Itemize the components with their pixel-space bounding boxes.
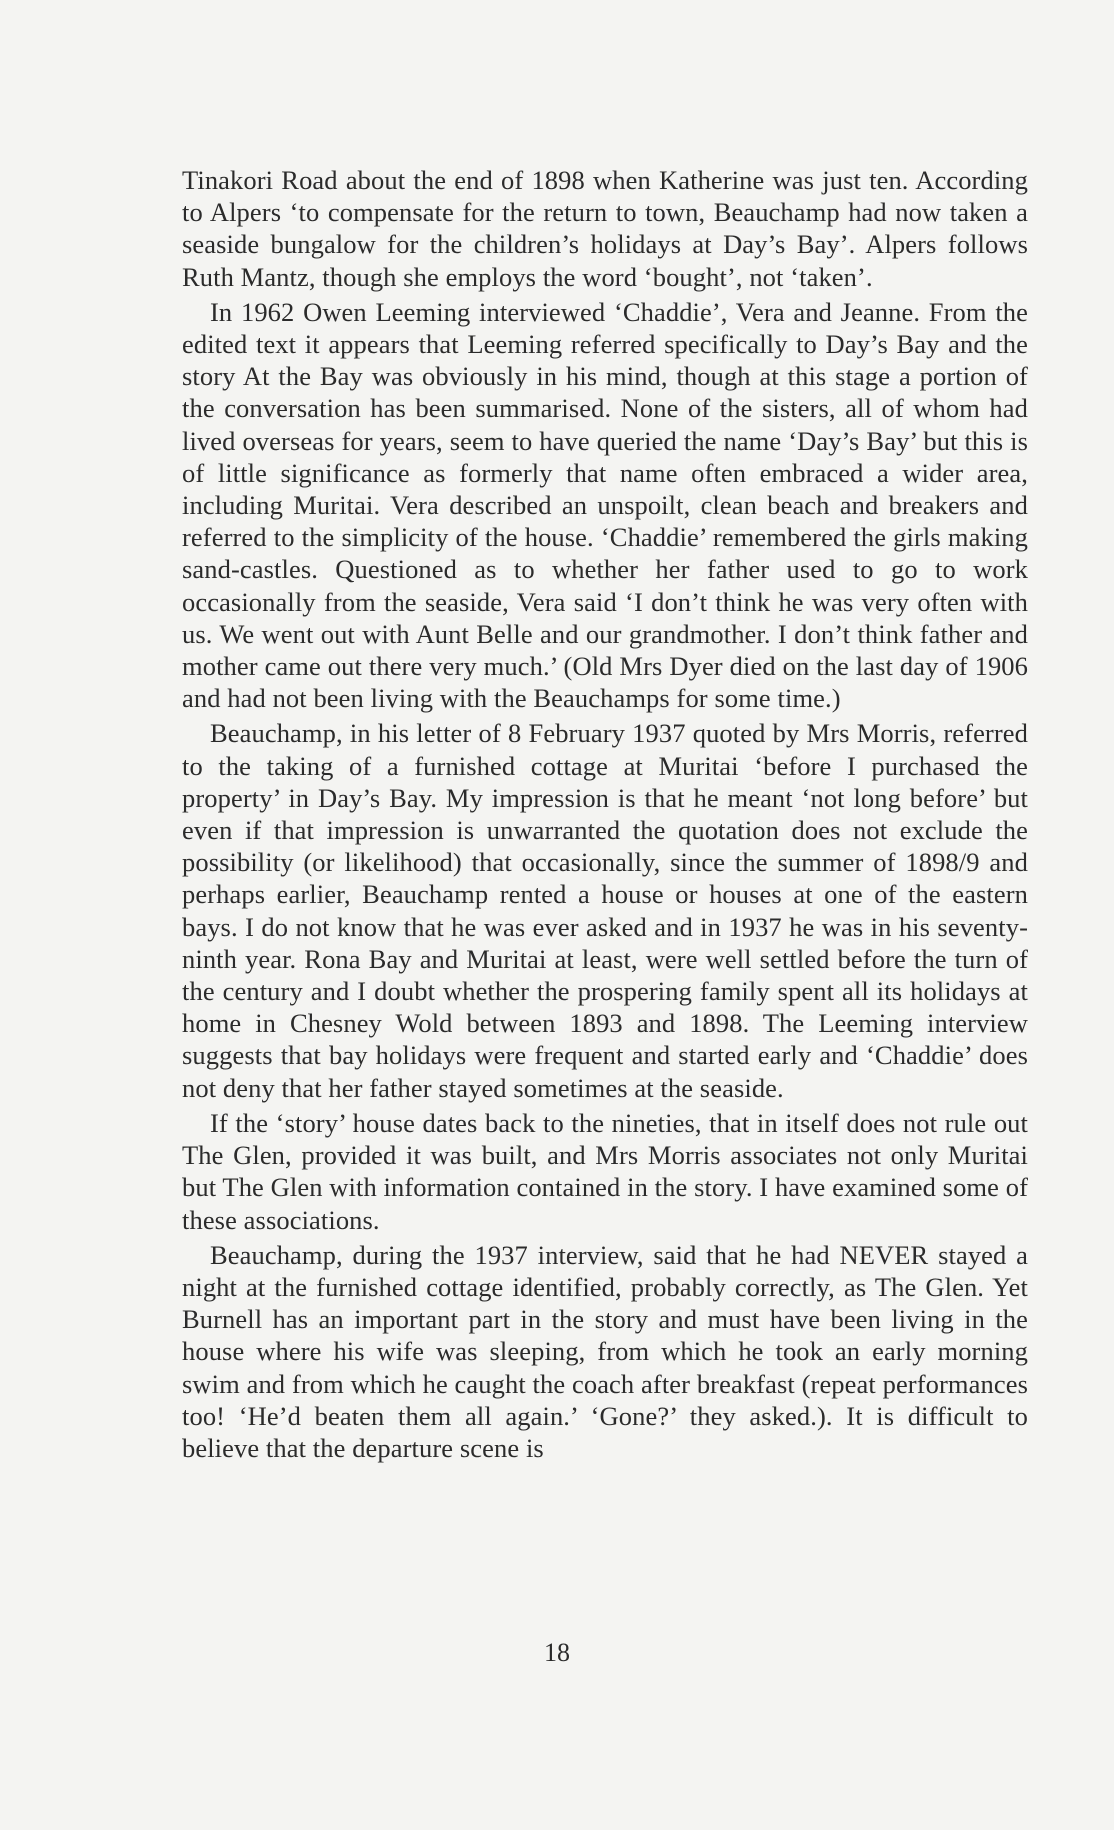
page-number: 18 xyxy=(544,1638,570,1667)
paragraph: Beauchamp, during the 1937 interview, said that he had NEVER stayed a night at the furnished cottage identified, probably correctly, as The Glen. Yet Burnell has an important part in the story and must have been living in the house where his wife was sleeping, from which he took an early morning swim and from which he caught the coach after breakfast (repeat performances too! ‘He’d beaten them all again.’ ‘Gone?’ they asked.). It is difficult to believe that the departure scene is xyxy=(182,1239,1028,1463)
paragraph: Tinakori Road about the end of 1898 when Katherine was just ten. According to Alpers ‘to compensate for the return to town, Beauchamp had now taken a seaside bungalow for the children’s holidays at Day’s Bay’. Alpers follows Ruth Mantz, though she employs the word ‘bought’, not ‘taken’. xyxy=(182,165,1028,292)
body-text xyxy=(182,164,1028,1464)
paragraph: If the ‘story’ house dates back to the nineties, that in itself does not rule out The Glen, provided it was built, and Mrs Morris associates not only Muritai but The Glen with information contained in the story. I have examined some of these associations. xyxy=(182,1107,1028,1235)
paragraph: In 1962 Owen Leeming interviewed ‘Chaddie’, Vera and Jeanne. From the edited text it appears that Leeming referred specifically to Day’s Bay and the story At the Bay was obviously in his mind, though at this stage a portion of the conversation has been summarised. None of the sisters, all of whom had lived overseas for years, seem to have queried the name ‘Day’s Bay’ but this is of little significance as formerly that name often embraced a wider area, including Muritai. Vera described an unspoilt, clean beach and breakers and referred to the simplicity of the house. ‘Chaddie’ remembered the girls making sand-castles. Questioned as to whether her father used to go to work occasionally from the seaside, Vera said ‘I don’t think he was very often with us. We went out with Aunt Belle and our grandmother. I don’t think father and mother came out there very much.’ (Old Mrs Dyer died on the last day of 1906 and had not been living with the Beauchamps for some time.) xyxy=(182,296,1028,714)
paragraph: Beauchamp, in his letter of 8 February 1937 quoted by Mrs Morris, referred to the taking of a furnished cottage at Muritai ‘before I purchased the property’ in Day’s Bay. My impression is that he meant ‘not long before’ but even if that impression is unwarranted the quotation does not exclude the possibility (or likelihood) that occasionally, since the summer of 1898/9 and perhaps earlier, Beauchamp rented a house or houses at one of the eastern bays. I do not know that he was ever asked and in 1937 he was in his seventy-ninth year. Rona Bay and Muritai at least, were well settled before the turn of the century and I doubt whether the prospering family spent all its holidays at home in Chesney Wold between 1893 and 1898. The Leeming interview suggests that bay holidays were frequent and started early and ‘Chaddie’ does not deny that her father stayed sometimes at the seaside. xyxy=(182,718,1028,1103)
